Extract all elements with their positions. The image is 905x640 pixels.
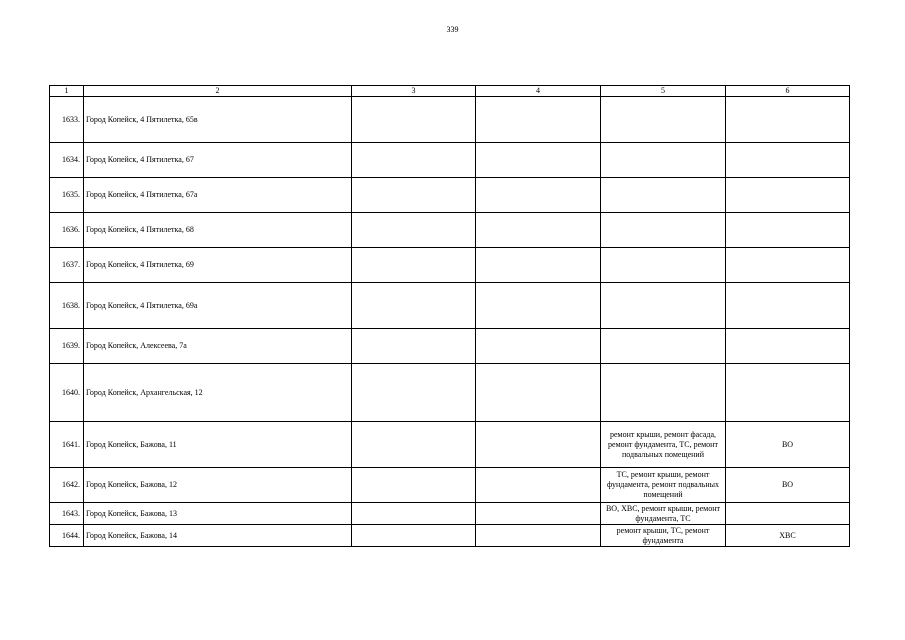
utility-cell: [726, 329, 850, 364]
utility-cell: [726, 97, 850, 143]
repair-works-cell: [601, 283, 726, 329]
page-number: 339: [446, 25, 459, 34]
utility-cell: ВО: [726, 468, 850, 503]
row-number-cell: 1641.: [50, 422, 84, 468]
utility-cell: [726, 283, 850, 329]
column-3-cell: [352, 178, 476, 213]
address-cell: Город Копейск, Алексеева, 7а: [84, 329, 352, 364]
column-3-cell: [352, 143, 476, 178]
table-row: [50, 503, 850, 525]
row-number-cell: 1637.: [50, 248, 84, 283]
address-cell: Город Копейск, Бажова, 11: [84, 422, 352, 468]
table-row: [50, 525, 850, 547]
address-cell: Город Копейск, 4 Пятилетка, 65в: [84, 97, 352, 143]
row-number-cell: 1638.: [50, 283, 84, 329]
table-body: [50, 86, 850, 547]
address-cell: Город Копейск, 4 Пятилетка, 69а: [84, 283, 352, 329]
address-cell: Город Копейск, 4 Пятилетка, 67а: [84, 178, 352, 213]
row-number-cell: 1640.: [50, 364, 84, 422]
table-row: [50, 248, 850, 283]
row-number-cell: 1633.: [50, 97, 84, 143]
column-3-cell: [352, 422, 476, 468]
column-4-cell: [476, 468, 601, 503]
column-4-cell: [476, 213, 601, 248]
row-number-cell: 1635.: [50, 178, 84, 213]
column-3-cell: [352, 503, 476, 525]
address-cell: Город Копейск, 4 Пятилетка, 67: [84, 143, 352, 178]
header-row: [50, 86, 850, 97]
column-header: 6: [726, 86, 850, 97]
column-4-cell: [476, 248, 601, 283]
repair-works-cell: ТС, ремонт крыши, ремонт фундамента, ремонт подвальных помещений: [601, 468, 726, 503]
column-3-cell: [352, 283, 476, 329]
row-number-cell: 1634.: [50, 143, 84, 178]
column-header: 4: [476, 86, 601, 97]
table-row: [50, 422, 850, 468]
repair-works-cell: [601, 97, 726, 143]
utility-cell: ХВС: [726, 525, 850, 547]
column-3-cell: [352, 468, 476, 503]
utility-cell: [726, 178, 850, 213]
table-row: [50, 329, 850, 364]
repair-works-cell: [601, 248, 726, 283]
column-4-cell: [476, 525, 601, 547]
utility-cell: [726, 213, 850, 248]
column-4-cell: [476, 97, 601, 143]
repair-works-cell: ремонт крыши, ремонт фасада, ремонт фундамента, ТС, ремонт подвальных помещений: [601, 422, 726, 468]
repair-works-cell: [601, 329, 726, 364]
column-4-cell: [476, 178, 601, 213]
column-4-cell: [476, 364, 601, 422]
table-row: [50, 143, 850, 178]
repair-works-cell: [601, 364, 726, 422]
repair-works-cell: ремонт крыши, ТС, ремонт фундамента: [601, 525, 726, 547]
column-4-cell: [476, 503, 601, 525]
column-3-cell: [352, 248, 476, 283]
address-cell: Город Копейск, 4 Пятилетка, 69: [84, 248, 352, 283]
row-number-cell: 1639.: [50, 329, 84, 364]
address-cell: Город Копейск, Бажова, 14: [84, 525, 352, 547]
address-cell: Город Копейск, Бажова, 13: [84, 503, 352, 525]
column-3-cell: [352, 525, 476, 547]
table-row: [50, 364, 850, 422]
table-row: [50, 178, 850, 213]
column-header: 1: [50, 86, 84, 97]
utility-cell: [726, 503, 850, 525]
column-header: 2: [84, 86, 352, 97]
utility-cell: [726, 248, 850, 283]
utility-cell: [726, 364, 850, 422]
column-4-cell: [476, 329, 601, 364]
table-row: [50, 97, 850, 143]
row-number-cell: 1636.: [50, 213, 84, 248]
repair-works-cell: [601, 178, 726, 213]
column-3-cell: [352, 97, 476, 143]
column-3-cell: [352, 364, 476, 422]
column-4-cell: [476, 143, 601, 178]
table-row: [50, 468, 850, 503]
table-row: [50, 213, 850, 248]
column-4-cell: [476, 422, 601, 468]
register-table: [49, 85, 850, 547]
address-cell: Город Копейск, Бажова, 12: [84, 468, 352, 503]
row-number-cell: 1643.: [50, 503, 84, 525]
column-3-cell: [352, 213, 476, 248]
column-3-cell: [352, 329, 476, 364]
utility-cell: ВО: [726, 422, 850, 468]
repair-works-cell: [601, 213, 726, 248]
address-cell: Город Копейск, Архангельская, 12: [84, 364, 352, 422]
repair-works-cell: [601, 143, 726, 178]
utility-cell: [726, 143, 850, 178]
column-header: 5: [601, 86, 726, 97]
address-cell: Город Копейск, 4 Пятилетка, 68: [84, 213, 352, 248]
repair-works-cell: ВО, ХВС, ремонт крыши, ремонт фундамента, ТС: [601, 503, 726, 525]
column-4-cell: [476, 283, 601, 329]
table-row: [50, 283, 850, 329]
row-number-cell: 1642.: [50, 468, 84, 503]
column-header: 3: [352, 86, 476, 97]
row-number-cell: 1644.: [50, 525, 84, 547]
